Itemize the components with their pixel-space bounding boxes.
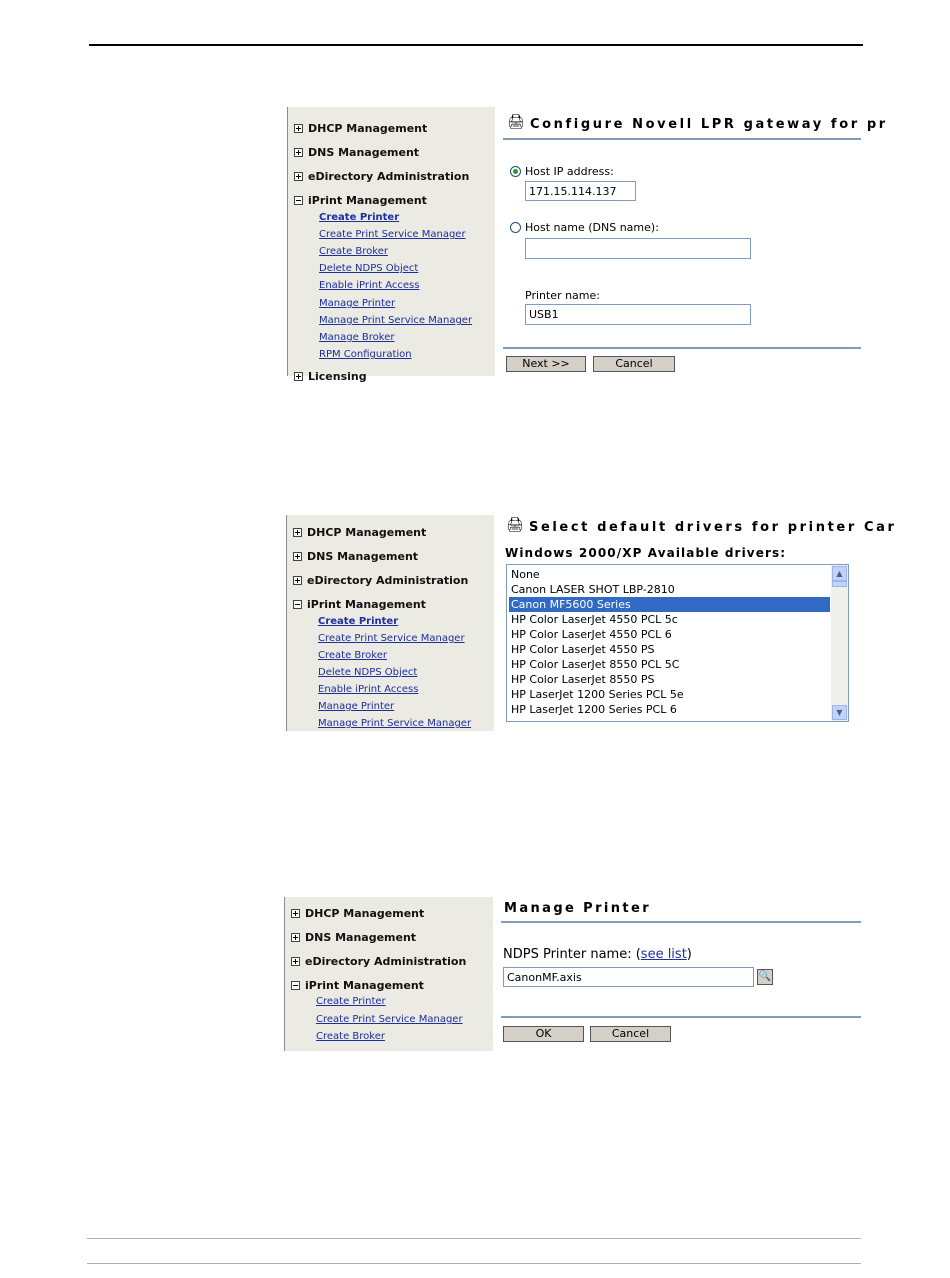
sidebar-nav — [286, 515, 494, 731]
nav-category-edirectory[interactable]: eDirectory Administration — [294, 170, 469, 183]
list-item[interactable]: HP LaserJet 1200 Series PCL 5e — [511, 688, 684, 701]
scroll-up-icon[interactable]: ▲ — [832, 566, 847, 581]
page-top-rule — [89, 44, 863, 46]
list-item[interactable]: Canon LASER SHOT LBP-2810 — [511, 583, 675, 596]
host-ip-radio[interactable] — [510, 166, 521, 177]
nav-link-create-psm[interactable]: Create Print Service Manager — [316, 1014, 463, 1025]
list-item-selected[interactable]: Canon MF5600 Series — [509, 597, 830, 612]
sidebar-nav — [287, 107, 495, 383]
nav-category-iprint[interactable]: iPrint Management — [293, 598, 426, 611]
footer-divider — [501, 1016, 861, 1018]
nav-link-create-psm[interactable]: Create Print Service Manager — [319, 229, 466, 240]
expand-icon — [294, 148, 303, 157]
footer-divider — [503, 347, 861, 349]
screenshot-select-drivers — [286, 515, 897, 731]
list-item[interactable]: HP Color LaserJet 8550 PS — [511, 673, 655, 686]
nav-link-manage-broker[interactable]: Manage Broker — [319, 332, 395, 343]
nav-link-create-printer[interactable]: Create Printer — [318, 616, 399, 627]
nav-category-iprint[interactable]: iPrint Management — [294, 194, 427, 207]
host-name-input[interactable] — [525, 238, 751, 259]
nav-link-manage-printer[interactable]: Manage Printer — [319, 298, 396, 309]
list-item[interactable]: HP LaserJet 1200 Series PCL 6 — [511, 703, 677, 716]
nav-category-dhcp[interactable]: DHCP Management — [291, 907, 424, 920]
nav-category-iprint[interactable]: iPrint Management — [291, 979, 424, 992]
nav-link-delete-ndps[interactable]: Delete NDPS Object — [318, 667, 418, 678]
list-scrollbar[interactable] — [831, 565, 848, 721]
printer-icon: 🖨 — [506, 517, 524, 533]
ndps-label-text: NDPS Printer name: ( — [503, 947, 641, 962]
list-item[interactable]: HP Color LaserJet 4550 PCL 5c — [511, 613, 678, 626]
screenshot-manage-printer — [284, 897, 861, 1051]
nav-link-delete-ndps[interactable]: Delete NDPS Object — [319, 263, 419, 274]
scroll-thumb[interactable] — [832, 581, 847, 587]
expand-icon — [294, 372, 303, 381]
page-title: Select default drivers for printer Car — [529, 520, 897, 535]
expand-icon — [294, 172, 303, 181]
page-bottom-rule — [87, 1238, 861, 1239]
expand-icon — [293, 576, 302, 585]
list-item[interactable]: HP Color LaserJet 4550 PCL 6 — [511, 628, 672, 641]
nav-link-create-broker[interactable]: Create Broker — [319, 246, 388, 257]
nav-link-manage-psm[interactable]: Manage Print Service Manager — [318, 718, 472, 729]
nav-category-dhcp[interactable]: DHCP Management — [293, 526, 426, 539]
page-title: Manage Printer — [504, 901, 652, 916]
nav-category-edirectory[interactable]: eDirectory Administration — [291, 955, 466, 968]
nav-link-rpm-config[interactable]: RPM Configuration — [319, 349, 412, 360]
collapse-icon — [293, 600, 302, 609]
nav-link-create-printer[interactable]: Create Printer — [319, 212, 400, 223]
nav-category-cutoff[interactable]: Licensing — [294, 370, 367, 383]
expand-icon — [291, 957, 300, 966]
expand-icon — [291, 933, 300, 942]
main-panel — [501, 897, 861, 1051]
host-name-radio[interactable] — [510, 222, 521, 233]
nav-category-edirectory[interactable]: eDirectory Administration — [293, 574, 468, 587]
nav-link-create-printer[interactable]: Create Printer — [316, 996, 386, 1007]
cancel-button[interactable]: Cancel — [593, 356, 675, 372]
host-name-label: Host name (DNS name): — [525, 221, 659, 234]
nav-category-dns[interactable]: DNS Management — [293, 550, 418, 563]
nav-link-create-broker[interactable]: Create Broker — [316, 1031, 385, 1042]
drivers-listbox[interactable] — [506, 564, 849, 722]
title-divider — [501, 921, 861, 923]
list-item[interactable]: HP Color LaserJet 8550 PCL 5C — [511, 658, 680, 671]
list-item[interactable]: None — [511, 568, 540, 581]
expand-icon — [293, 528, 302, 537]
see-list-link[interactable]: see list — [640, 947, 687, 962]
expand-icon — [294, 124, 303, 133]
nav-link-create-broker[interactable]: Create Broker — [318, 650, 387, 661]
main-panel — [503, 515, 897, 731]
nav-link-manage-printer[interactable]: Manage Printer — [318, 701, 395, 712]
next-button[interactable]: Next >> — [506, 356, 586, 372]
ndps-printer-label — [503, 947, 692, 962]
nav-link-manage-psm[interactable]: Manage Print Service Manager — [319, 315, 473, 326]
screenshot-configure-lpr — [287, 107, 888, 383]
drivers-subtitle: Windows 2000/XP Available drivers: — [505, 546, 787, 560]
main-panel — [503, 107, 888, 376]
host-ip-label: Host IP address: — [525, 165, 614, 178]
title-divider — [503, 138, 861, 140]
cancel-button[interactable]: Cancel — [590, 1026, 671, 1042]
nav-category-dhcp[interactable]: DHCP Management — [294, 122, 427, 135]
expand-icon — [291, 909, 300, 918]
printer-name-input[interactable] — [525, 304, 751, 325]
printer-icon: 🖨 — [507, 114, 525, 130]
host-ip-input[interactable] — [525, 181, 636, 201]
scroll-down-icon[interactable]: ▼ — [832, 705, 847, 720]
list-item[interactable]: HP Color LaserJet 4550 PS — [511, 643, 655, 656]
collapse-icon — [291, 981, 300, 990]
nav-link-create-psm[interactable]: Create Print Service Manager — [318, 633, 465, 644]
collapse-icon — [294, 196, 303, 205]
ndps-printer-input[interactable] — [503, 967, 754, 987]
nav-link-enable-iprint[interactable]: Enable iPrint Access — [319, 280, 420, 291]
ok-button[interactable]: OK — [503, 1026, 584, 1042]
nav-link-enable-iprint[interactable]: Enable iPrint Access — [318, 684, 419, 695]
ndps-label-close: ) — [686, 947, 692, 962]
page-bottom-rule — [87, 1263, 861, 1264]
expand-icon — [293, 552, 302, 561]
page-title: Configure Novell LPR gateway for pr — [530, 117, 888, 132]
nav-category-dns[interactable]: DNS Management — [294, 146, 419, 159]
search-icon[interactable]: 🔍 — [757, 969, 773, 985]
sidebar-nav — [284, 897, 493, 1051]
nav-category-dns[interactable]: DNS Management — [291, 931, 416, 944]
printer-name-label: Printer name: — [525, 289, 600, 302]
